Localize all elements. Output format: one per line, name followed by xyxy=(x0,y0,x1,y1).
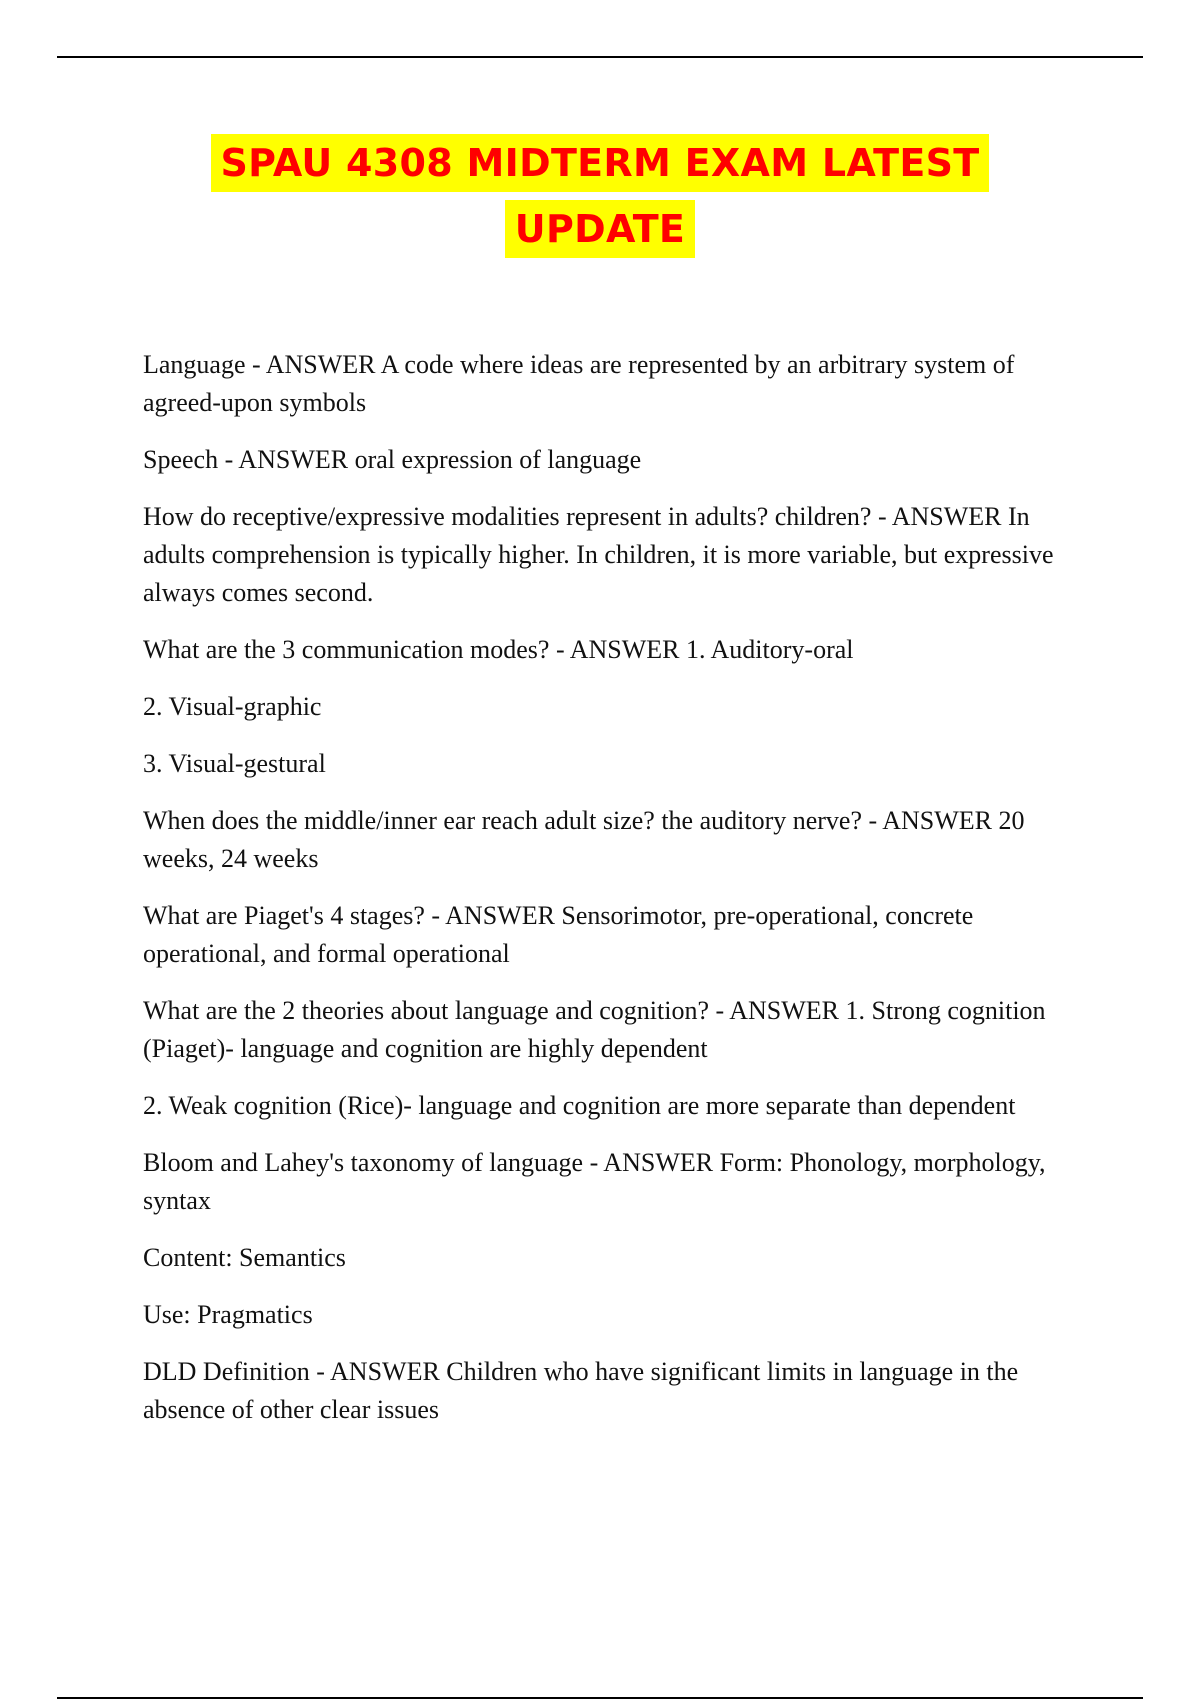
qa-paragraph-modalities: How do receptive/expressive modalities represent in adults? children? - ANSWER In adults comprehension is typically higher. In children, it is more variable, but expressive always comes second. xyxy=(143,502,1054,607)
title-line-1: SPAU 4308 MIDTERM EXAM LATEST xyxy=(211,134,990,192)
qa-paragraph-language: Language - ANSWER A code where ideas are represented by an arbitrary system of agreed-upon symbols xyxy=(143,350,1015,417)
title-line-2: UPDATE xyxy=(505,200,695,258)
qa-paragraph-taxonomy-use: Use: Pragmatics xyxy=(143,1300,313,1329)
qa-paragraph-dld-definition: DLD Definition - ANSWER Children who have significant limits in language in the absence of other clear issues xyxy=(143,1357,1019,1424)
qa-paragraph-visual-gestural: 3. Visual-gestural xyxy=(143,749,326,778)
qa-content xyxy=(143,346,1083,1448)
qa-paragraph-theories-weak: 2. Weak cognition (Rice)- language and cognition are more separate than dependent xyxy=(143,1091,1016,1120)
qa-paragraph-visual-graphic: 2. Visual-graphic xyxy=(143,692,322,721)
qa-paragraph-piaget-stages: What are Piaget's 4 stages? - ANSWER Sensorimotor, pre-operational, concrete operational, and formal operational xyxy=(143,901,974,968)
qa-paragraph-theories-strong: What are the 2 theories about language and cognition? - ANSWER 1. Strong cognition (Piaget)- language and cognition are highly dependent xyxy=(143,996,1046,1063)
qa-paragraph-speech: Speech - ANSWER oral expression of language xyxy=(143,445,642,474)
qa-paragraph-communication-modes: What are the 3 communication modes? - ANSWER 1. Auditory-oral xyxy=(143,635,854,664)
bottom-rule xyxy=(57,1697,1143,1699)
document-title xyxy=(0,134,1200,266)
top-rule xyxy=(57,56,1143,58)
qa-paragraph-taxonomy-form: Bloom and Lahey's taxonomy of language - ANSWER Form: Phonology, morphology, syntax xyxy=(143,1148,1046,1215)
qa-paragraph-ear-size: When does the middle/inner ear reach adult size? the auditory nerve? - ANSWER 20 weeks, 24 weeks xyxy=(143,806,1025,873)
qa-paragraph-taxonomy-content: Content: Semantics xyxy=(143,1243,346,1272)
